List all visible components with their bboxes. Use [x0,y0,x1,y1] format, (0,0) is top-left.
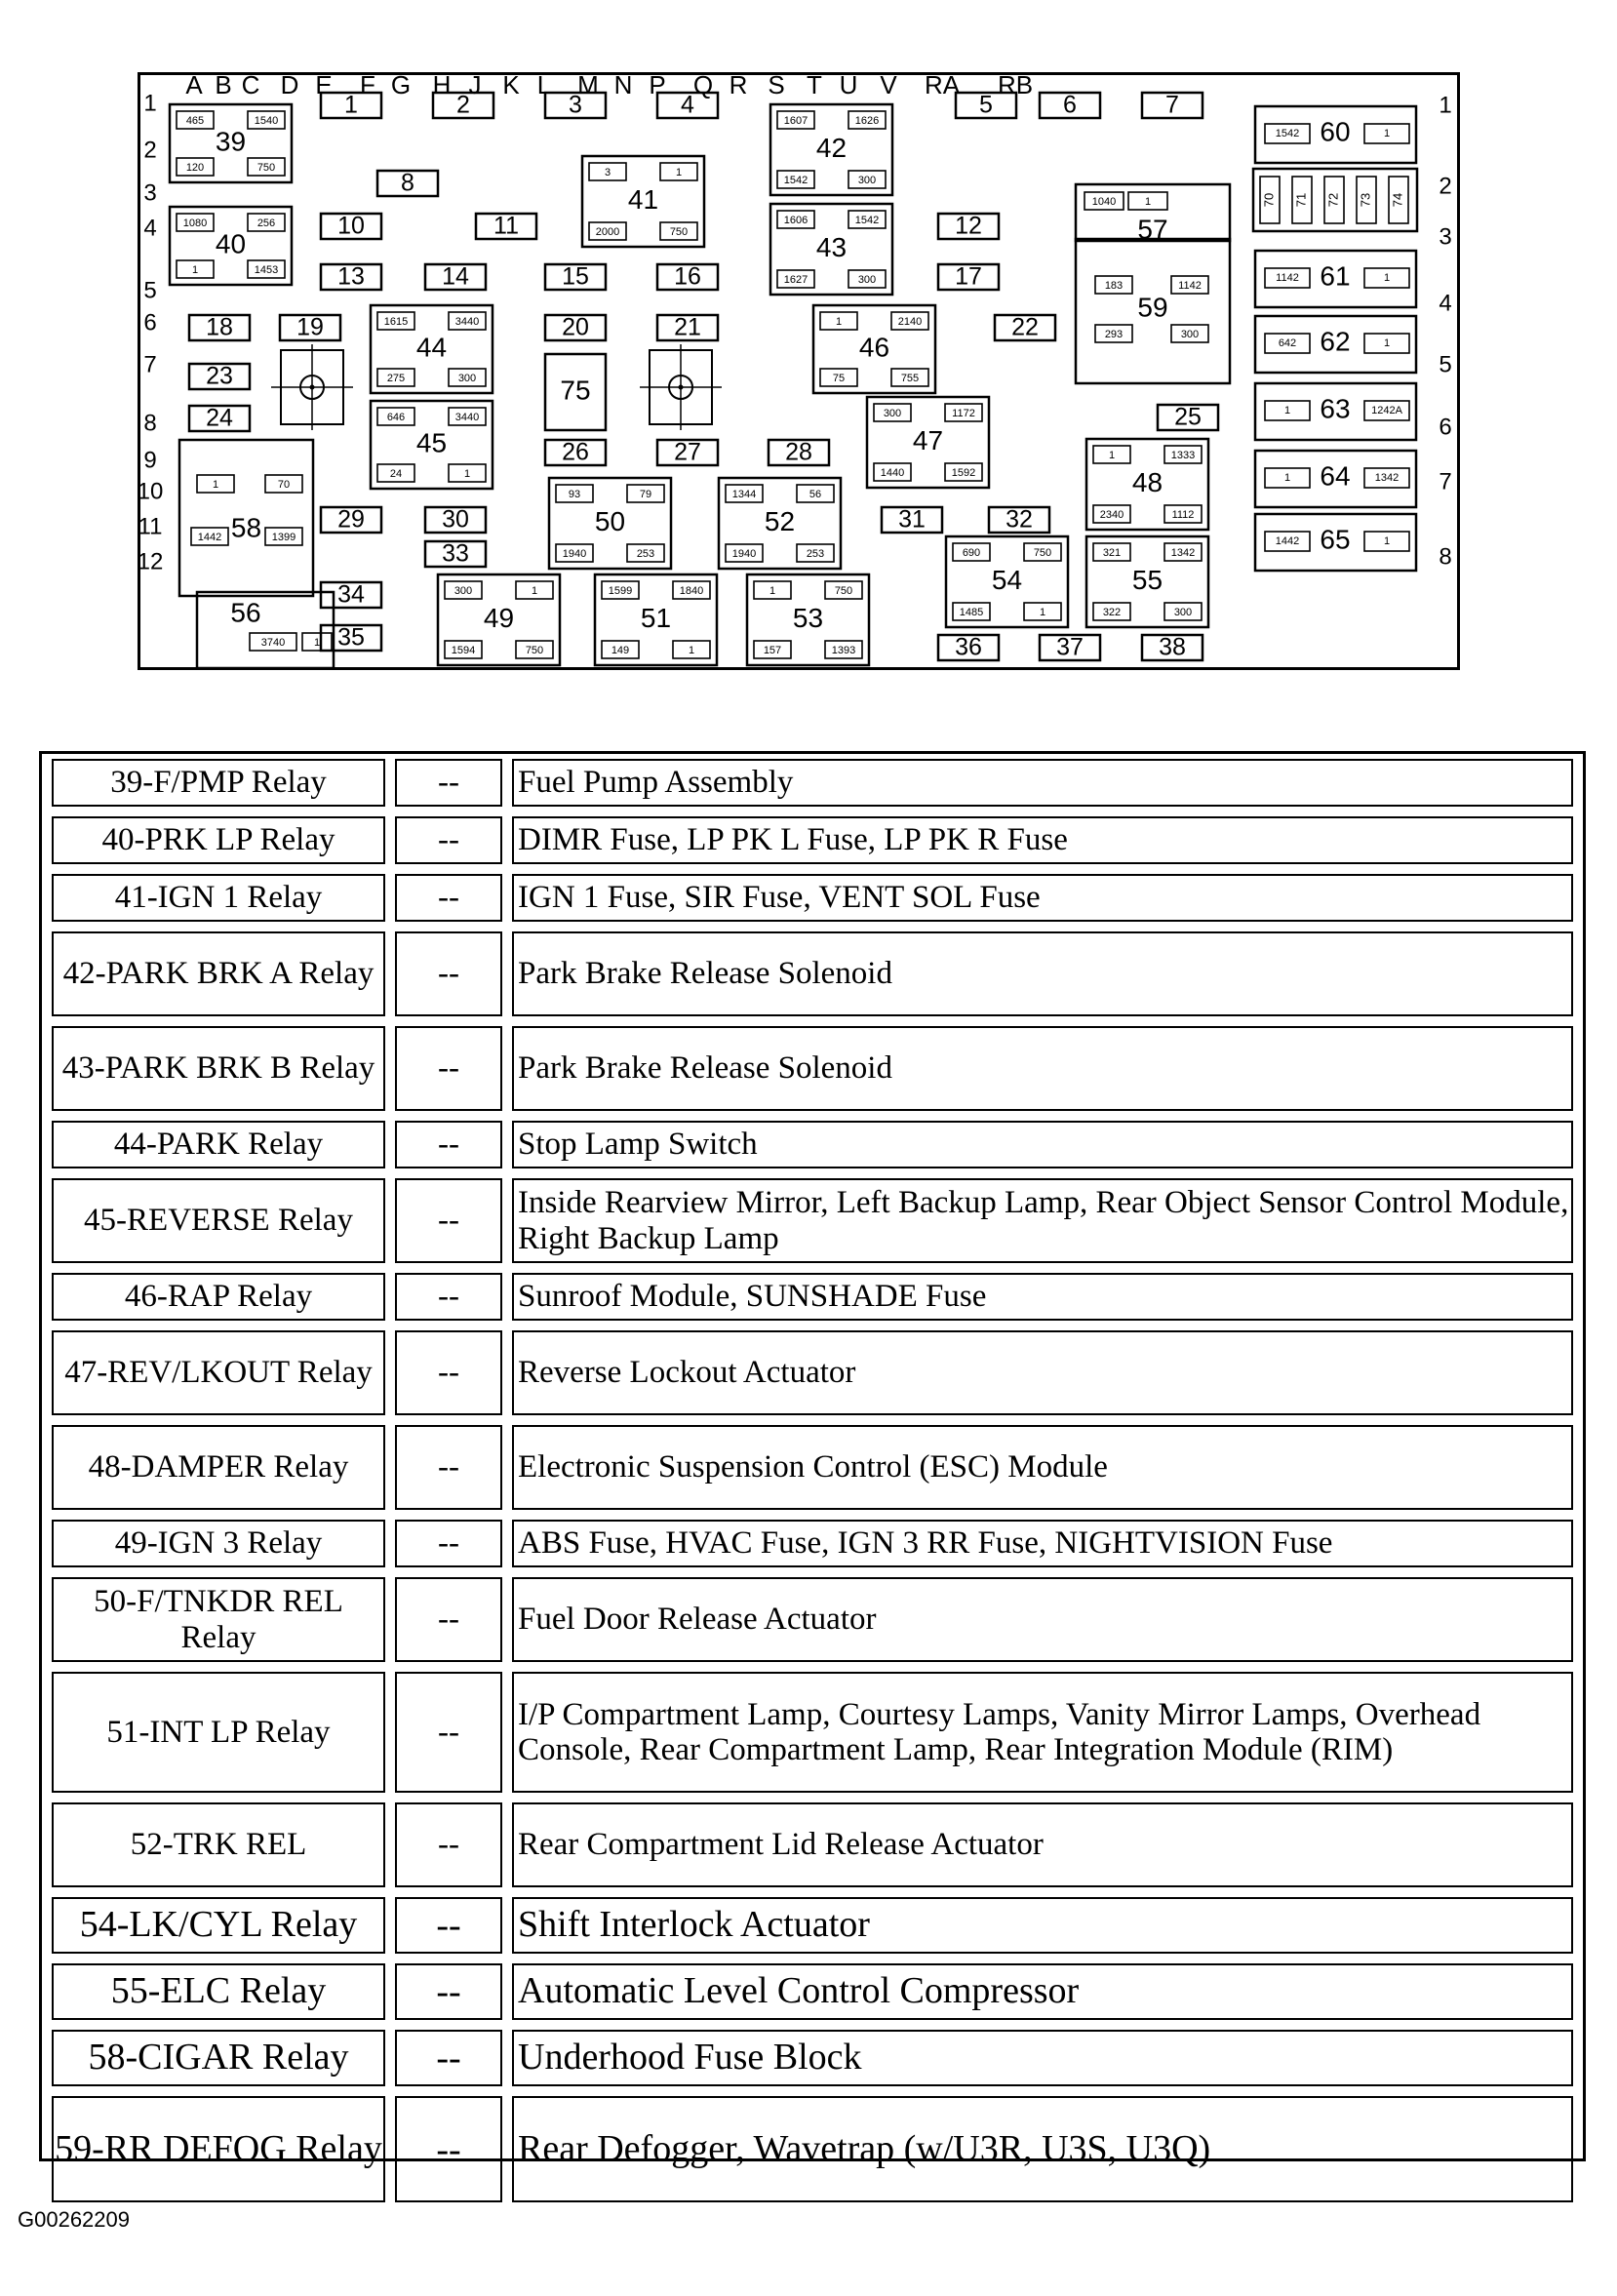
relay-49-terminal-1: 1 [531,584,538,597]
relay-62-number: 62 [1320,326,1351,357]
relay-43-terminal-2: 1627 [783,273,808,286]
relay-65-number: 65 [1320,524,1351,555]
relay-44-number: 44 [415,332,448,363]
relay-61-terminal-0: 1142 [1276,271,1299,284]
row-label-left-9: 9 [143,447,157,474]
fuse-rating-cell: -- [395,2030,502,2086]
relay-56-terminal-1: 1 [313,636,321,649]
relay-65-terminal-1: 1 [1383,534,1391,547]
relay-49-number: 49 [483,602,515,633]
relay-52-terminal-0: 1344 [731,488,757,500]
relay-41-terminal-3: 750 [669,225,689,238]
relay-51-number: 51 [640,602,672,633]
column-label-a: A [185,69,203,99]
relay-42-number: 42 [815,132,848,163]
circuit-description-cell: I/P Compartment Lamp, Courtesy Lamps, Vanity Mirror Lamps, Overhead Console, Rear Compartment Lamp, Rear Integration Module (RIM) [512,1672,1573,1793]
mini-fuse-73-label: 73 [1358,192,1373,208]
relay-59-terminal-2: 293 [1104,328,1124,340]
row-label-right-6: 6 [1439,414,1452,441]
relay-48-terminal-2: 2340 [1099,508,1124,521]
relay-40-terminal-3: 1453 [254,263,279,276]
relay-49-terminal-3: 750 [525,644,544,656]
table-row [48,1894,1577,1957]
relay-55-terminal-0: 321 [1102,546,1122,559]
fuse-33-label: 33 [442,539,469,568]
relay-53-terminal-1: 750 [834,584,853,597]
relay-45-terminal-1: 3440 [454,411,480,423]
mini-fuse-72-label: 72 [1325,192,1341,208]
column-label-l: L [536,69,552,99]
fuse-rating-cell: -- [395,1425,502,1510]
fuse-rating-cell: -- [395,874,502,922]
fuse-31-label: 31 [898,505,926,534]
mini-fuse-74-label: 74 [1390,192,1405,208]
circuit-description-cell: Fuel Door Release Actuator [512,1577,1573,1662]
relay-55-number: 55 [1131,564,1163,595]
relay-53-terminal-0: 1 [769,584,776,597]
relay-52-terminal-1: 56 [808,488,822,500]
row-label-right-4: 4 [1439,290,1452,317]
relay-43-terminal-0: 1606 [783,214,808,226]
relay-48-number: 48 [1131,466,1163,497]
relay-41-terminal-2: 2000 [595,225,620,238]
table-row [48,1175,1577,1266]
relay-name-cell: 51-INT LP Relay [52,1672,385,1793]
relay-57-terminal-0: 1040 [1091,195,1117,208]
circuit-description-cell: Fuel Pump Assembly [512,759,1573,807]
table-row [48,756,1577,810]
relay-48-terminal-3: 1112 [1171,508,1195,521]
relay-59-terminal-3: 300 [1180,328,1200,340]
circuit-description-cell: Park Brake Release Solenoid [512,931,1573,1016]
fuse-rating-cell: -- [395,1802,502,1887]
relay-58-terminal-1: 70 [277,478,291,491]
relay-name-cell: 47-REV/LKOUT Relay [52,1330,385,1415]
circuit-description-cell: Rear Defogger, Wavetrap (w/U3R, U3S, U3Q) [512,2096,1573,2202]
column-label-c: C [241,69,260,99]
fuse-36-label: 36 [955,633,982,661]
row-label-right-7: 7 [1439,468,1452,495]
fuse-17-label: 17 [955,262,982,291]
circuit-description-cell: Rear Compartment Lid Release Actuator [512,1802,1573,1887]
column-label-m: M [577,69,599,99]
relay-name-cell: 42-PARK BRK A Relay [52,931,385,1016]
image-id-label: G00262209 [18,2207,130,2232]
relay-name-cell: 59-RR DEFOG Relay [52,2096,385,2202]
fuse-32-label: 32 [1006,505,1033,534]
circuit-description-cell: Shift Interlock Actuator [512,1897,1573,1954]
fuse-3-label: 3 [569,91,582,119]
relay-62-terminal-1: 1 [1383,336,1391,349]
mini-fuse-71-label: 71 [1293,192,1309,208]
table-row [48,1800,1577,1890]
fuse-38-label: 38 [1159,633,1186,661]
mini-fuse-70-label: 70 [1261,192,1277,208]
fuse-7-label: 7 [1165,91,1179,119]
circuit-description-cell: DIMR Fuse, LP PK L Fuse, LP PK R Fuse [512,816,1573,864]
column-label-v: V [880,69,897,99]
fuse-rating-cell: -- [395,1178,502,1263]
fuse-rating-cell: -- [395,759,502,807]
row-label-left-5: 5 [143,277,157,304]
fuse-16-label: 16 [674,262,701,291]
fuse-18-label: 18 [206,313,233,341]
row-label-left-2: 2 [143,137,157,164]
relay-name-cell: 45-REVERSE Relay [52,1178,385,1263]
fuse-22-label: 22 [1011,313,1039,341]
relay-61-terminal-1: 1 [1383,271,1391,284]
fuse-1-label: 1 [344,91,358,119]
relay-51-terminal-2: 149 [611,644,630,656]
relay-47-terminal-1: 1172 [952,407,975,419]
relay-59-terminal-1: 1142 [1178,279,1202,292]
relay-55-terminal-3: 300 [1173,606,1193,618]
relay-53-terminal-2: 157 [763,644,782,656]
relay-53-terminal-3: 1393 [831,644,856,656]
row-label-left-4: 4 [143,215,157,242]
column-label-j: J [468,69,482,99]
fuse-rating-cell: -- [395,1520,502,1567]
fuse-34-label: 34 [337,580,365,609]
relay-49-terminal-0: 300 [454,584,473,597]
table-row [48,1960,1577,2023]
table-row [48,1574,1577,1665]
circuit-description-cell: ABS Fuse, HVAC Fuse, IGN 3 RR Fuse, NIGHTVISION Fuse [512,1520,1573,1567]
relay-64-number: 64 [1320,460,1351,492]
relay-58-number: 58 [230,512,262,543]
row-label-left-11: 11 [138,513,163,540]
relay-39-terminal-2: 120 [185,161,205,174]
relay-58-terminal-0: 1 [212,478,219,491]
relay-41-number: 41 [627,183,659,215]
table-row [48,2093,1577,2205]
relay-39-number: 39 [215,126,247,157]
relay-50-terminal-2: 1940 [562,547,587,560]
table-row [48,2027,1577,2089]
relay-42-terminal-1: 1626 [854,114,880,127]
relay-56-frame [197,592,334,668]
relay-name-cell: 49-IGN 3 Relay [52,1520,385,1567]
relay-44-terminal-0: 1615 [383,315,409,328]
relay-42-terminal-3: 300 [857,174,877,186]
relay-name-cell: 43-PARK BRK B Relay [52,1026,385,1111]
fuse-29-label: 29 [337,505,365,534]
relay-45-terminal-0: 646 [386,411,406,423]
table-row [48,871,1577,925]
relay-63-terminal-0: 1 [1283,404,1291,416]
fuse-rating-cell: -- [395,1577,502,1662]
relay-59-number: 59 [1137,292,1168,323]
table-row [48,1327,1577,1418]
relay-49-terminal-2: 1594 [451,644,476,656]
circuit-description-cell: Underhood Fuse Block [512,2030,1573,2086]
relay-58-terminal-2: 1442 [197,531,222,543]
relay-60-number: 60 [1320,116,1351,147]
row-label-left-8: 8 [143,410,157,437]
fuse-28-label: 28 [785,438,812,466]
relay-name-cell: 40-PRK LP Relay [52,816,385,864]
relay-41-terminal-0: 3 [604,166,611,178]
relay-39-terminal-3: 750 [256,161,276,174]
column-label-rb: RB [997,69,1034,99]
relay-51-terminal-1: 1840 [679,584,704,597]
column-label-f: F [360,69,375,99]
relay-50-terminal-0: 93 [568,488,581,500]
row-label-left-7: 7 [143,351,157,378]
row-label-right-8: 8 [1439,543,1452,571]
fuse-rating-cell: -- [395,1963,502,2020]
relay-46-terminal-2: 75 [832,372,846,384]
circuit-description-cell: Electronic Suspension Control (ESC) Module [512,1425,1573,1510]
circuit-description-cell: IGN 1 Fuse, SIR Fuse, VENT SOL Fuse [512,874,1573,922]
relay-51-terminal-3: 1 [688,644,695,656]
circuit-description-cell: Inside Rearview Mirror, Left Backup Lamp, Rear Object Sensor Control Module, Right Backup Lamp [512,1178,1573,1263]
relay-name-cell: 44-PARK Relay [52,1121,385,1168]
fuse-rating-cell: -- [395,1121,502,1168]
relay-63-terminal-1: 1242A [1371,404,1402,416]
row-label-right-5: 5 [1439,351,1452,378]
table-row [48,1422,1577,1513]
relay-54-terminal-1: 750 [1033,546,1052,559]
relay-55-terminal-1: 1342 [1170,546,1196,559]
fuse-2-label: 2 [456,91,470,119]
relay-name-cell: 55-ELC Relay [52,1963,385,2020]
relay-47-terminal-0: 300 [883,407,902,419]
relay-40-terminal-2: 1 [191,263,199,276]
circuit-description-cell: Sunroof Module, SUNSHADE Fuse [512,1273,1573,1321]
relay-52-number: 52 [764,505,796,536]
relay-64-terminal-1: 1342 [1374,471,1400,484]
column-label-g: G [390,69,412,99]
relay-52-terminal-2: 1940 [731,547,757,560]
table-row [48,813,1577,867]
relay-name-cell: 46-RAP Relay [52,1273,385,1321]
fuse-21-label: 21 [674,313,701,341]
fuse-27-label: 27 [674,438,701,466]
relay-48-terminal-1: 1333 [1170,449,1196,461]
relay-50-terminal-1: 79 [639,488,652,500]
relay-45-number: 45 [415,427,448,458]
fuse-13-label: 13 [337,262,365,291]
relay-51-terminal-0: 1599 [608,584,633,597]
relay-59-terminal-0: 183 [1104,279,1124,292]
relay-40-terminal-1: 256 [256,217,276,229]
relay-40-number: 40 [215,228,247,259]
fuse-26-label: 26 [562,438,589,466]
relay-name-cell: 52-TRK REL [52,1802,385,1887]
fuse-14-label: 14 [442,262,469,291]
relay-52-terminal-3: 253 [806,547,825,560]
circuit-description-cell: Reverse Lockout Actuator [512,1330,1573,1415]
fuse-rating-cell: -- [395,1026,502,1111]
relay-50-terminal-3: 253 [636,547,655,560]
relay-44-terminal-1: 3440 [454,315,480,328]
relay-63-number: 63 [1320,393,1351,424]
table-row [48,1270,1577,1324]
circuit-description-cell: Park Brake Release Solenoid [512,1026,1573,1111]
column-label-b: B [215,69,232,99]
row-label-left-10: 10 [137,478,164,505]
circuit-description-cell: Stop Lamp Switch [512,1121,1573,1168]
column-label-e: E [315,69,333,99]
column-label-p: P [649,69,666,99]
fuse-35-label: 35 [337,623,365,652]
fuse-37-label: 37 [1056,633,1084,661]
relay-46-terminal-3: 755 [900,372,920,384]
table-row [48,1023,1577,1114]
column-label-u: U [839,69,858,99]
fuse-19-label: 19 [296,313,324,341]
relay-46-terminal-0: 1 [835,315,843,328]
relay-44-terminal-3: 300 [457,372,477,384]
relay-62-terminal-0: 642 [1278,336,1297,349]
relay-45-terminal-3: 1 [463,467,471,480]
column-label-s: S [768,69,785,99]
fuse-rating-cell: -- [395,1273,502,1321]
relay-name-cell: 50-F/TNKDR REL Relay [52,1577,385,1662]
column-label-r: R [729,69,748,99]
row-label-right-1: 1 [1439,92,1452,119]
relay-46-number: 46 [858,332,890,363]
row-label-left-1: 1 [143,90,157,117]
relay-name-cell: 58-CIGAR Relay [52,2030,385,2086]
row-label-left-6: 6 [143,309,157,336]
column-label-k: K [502,69,520,99]
fuse-10-label: 10 [337,212,365,240]
row-label-right-2: 2 [1439,173,1452,200]
relay-name-cell: 39-F/PMP Relay [52,759,385,807]
fuse-block-diagram [137,69,1460,670]
relay-56-number: 56 [230,597,261,628]
fuse-rating-cell: -- [395,931,502,1016]
relay-name-cell: 54-LK/CYL Relay [52,1897,385,1954]
relay-name-cell: 41-IGN 1 Relay [52,874,385,922]
column-label-ra: RA [924,69,961,99]
fuse-30-label: 30 [442,505,469,534]
relay-53-number: 53 [792,602,824,633]
relay-57-number: 57 [1137,214,1168,245]
relay-54-terminal-2: 1485 [959,606,984,618]
fuse-rating-cell: -- [395,1672,502,1793]
column-label-d: D [280,69,299,99]
fuse-rating-cell: -- [395,1897,502,1954]
fuse-25-label: 25 [1174,403,1202,431]
column-label-h: H [432,69,452,99]
fuse-rating-cell: -- [395,2096,502,2202]
fuse-12-label: 12 [955,212,982,240]
table-row [48,1517,1577,1570]
relay-65-terminal-0: 1442 [1275,534,1300,547]
relay-60-terminal-1: 1 [1383,127,1391,139]
fuse-rating-cell: -- [395,1330,502,1415]
relay-55-terminal-2: 322 [1102,606,1122,618]
relay-54-number: 54 [991,564,1023,595]
relay-54-terminal-0: 690 [962,546,981,559]
relay-42-terminal-0: 1607 [783,114,808,127]
table-row [48,1669,1577,1796]
relay-64-terminal-0: 1 [1283,471,1291,484]
fuse-rating-cell: -- [395,816,502,864]
relay-39-terminal-1: 1540 [254,114,279,127]
relay-46-terminal-1: 2140 [897,315,923,328]
column-label-q: Q [692,69,714,99]
fuse-6-label: 6 [1063,91,1077,119]
relay-61-number: 61 [1320,260,1351,292]
relay-usage-table [39,751,1586,2170]
fuse-5-label: 5 [979,91,993,119]
relay-45-terminal-2: 24 [389,467,403,480]
relay-43-terminal-3: 300 [857,273,877,286]
fuse-8-label: 8 [401,169,414,197]
circuit-description-cell: Automatic Level Control Compressor [512,1963,1573,2020]
relay-44-terminal-2: 275 [386,372,406,384]
fuse-23-label: 23 [206,362,233,390]
relay-40-terminal-0: 1080 [182,217,208,229]
relay-54-terminal-3: 1 [1039,606,1046,618]
relay-60-terminal-0: 1542 [1275,127,1300,139]
relay-41-terminal-1: 1 [675,166,683,178]
block-75-label: 75 [560,375,591,406]
table-row [48,929,1577,1019]
relay-39-terminal-0: 465 [185,114,205,127]
relay-58-terminal-3: 1399 [271,531,296,543]
relay-43-number: 43 [815,231,848,262]
column-label-t: T [807,69,822,99]
relay-56-terminal-0: 3740 [260,636,286,649]
fuse-block-svg [137,69,1463,673]
fuse-15-label: 15 [562,262,589,291]
fuse-24-label: 24 [206,404,233,432]
fuse-20-label: 20 [562,313,589,341]
relay-name-cell: 48-DAMPER Relay [52,1425,385,1510]
row-label-left-12: 12 [137,548,164,575]
relay-47-number: 47 [912,424,944,455]
relay-50-number: 50 [594,505,626,536]
relay-47-terminal-3: 1592 [951,466,976,479]
fuse-4-label: 4 [681,91,694,119]
relay-43-terminal-1: 1542 [854,214,880,226]
column-label-n: N [613,69,633,99]
row-label-left-3: 3 [143,179,157,207]
relay-48-terminal-0: 1 [1108,449,1116,461]
fuse-11-label: 11 [493,212,519,240]
relay-42-terminal-2: 1542 [783,174,808,186]
row-label-right-3: 3 [1439,223,1452,251]
relay-57-terminal-1: 1 [1144,195,1152,208]
table-row [48,1118,1577,1171]
relay-47-terminal-2: 1440 [880,466,905,479]
